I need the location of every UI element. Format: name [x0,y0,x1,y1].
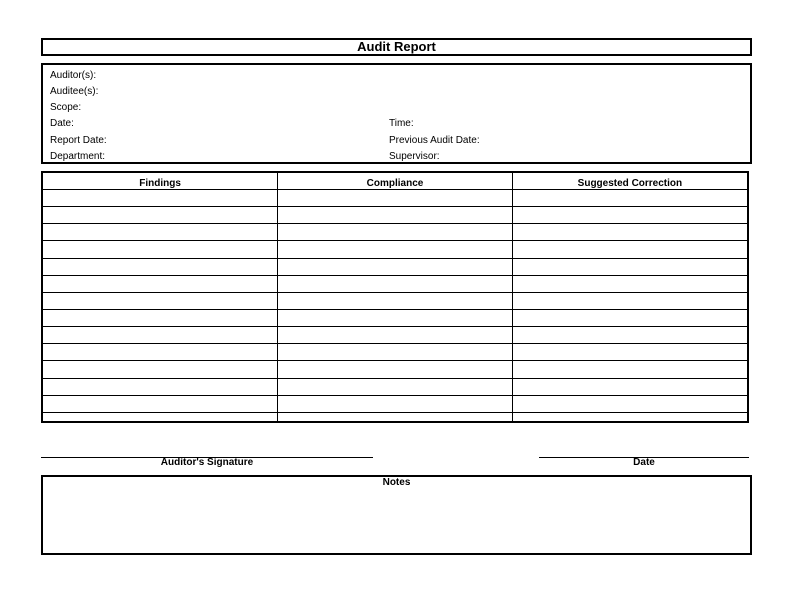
suggested-correction-cell[interactable] [512,395,747,412]
signature-date-label: Date [633,457,655,468]
previous-audit-date-label: Previous Audit Date: [389,135,480,146]
time-label: Time: [389,118,414,129]
report-title: Audit Report [41,38,752,56]
table-row [43,378,747,395]
suggested-correction-cell[interactable] [512,241,747,258]
table-row [43,395,747,412]
compliance-cell[interactable] [278,412,513,421]
date-field-label: Date: [50,118,74,129]
suggested-correction-cell[interactable] [512,361,747,378]
auditor-signature-label: Auditor's Signature [160,457,254,468]
scope-label: Scope: [50,102,82,113]
suggested-correction-cell[interactable] [512,275,747,292]
suggested-correction-cell[interactable] [512,344,747,361]
findings-table-body [43,190,747,422]
findings-cell[interactable] [43,361,278,378]
auditees-label: Auditee(s): [50,86,99,97]
findings-cell[interactable] [43,327,278,344]
findings-cell[interactable] [43,190,278,207]
notes-section[interactable] [41,475,752,555]
findings-cell[interactable] [43,292,278,309]
findings-cell[interactable] [43,309,278,326]
suggested-correction-cell[interactable] [512,292,747,309]
audit-info-section [41,63,752,164]
compliance-cell[interactable] [278,224,513,241]
table-row [43,190,747,207]
compliance-cell[interactable] [278,344,513,361]
compliance-header: Compliance [278,173,513,190]
notes-label: Notes [382,477,411,488]
compliance-cell[interactable] [278,327,513,344]
table-row [43,207,747,224]
findings-cell[interactable] [43,378,278,395]
table-row [43,309,747,326]
table-row [43,327,747,344]
table-header-row [43,173,747,190]
compliance-cell[interactable] [278,258,513,275]
suggested-correction-cell[interactable] [512,412,747,421]
findings-cell[interactable] [43,344,278,361]
findings-header: Findings [43,173,278,190]
auditors-label: Auditor(s): [50,70,97,81]
suggested-correction-cell[interactable] [512,207,747,224]
suggested-correction-cell[interactable] [512,258,747,275]
findings-cell[interactable] [43,207,278,224]
suggested-correction-cell[interactable] [512,378,747,395]
findings-cell[interactable] [43,258,278,275]
suggested-correction-header: Suggested Correction [512,173,747,190]
suggested-correction-cell[interactable] [512,190,747,207]
findings-cell[interactable] [43,275,278,292]
table-row [43,258,747,275]
table-row [43,241,747,258]
suggested-correction-cell[interactable] [512,327,747,344]
findings-cell[interactable] [43,224,278,241]
table-row [43,361,747,378]
findings-table [41,171,749,423]
supervisor-label: Supervisor: [389,151,440,162]
table-row [43,412,747,421]
compliance-cell[interactable] [278,309,513,326]
compliance-cell[interactable] [278,395,513,412]
compliance-cell[interactable] [278,207,513,224]
findings-cell[interactable] [43,241,278,258]
compliance-cell[interactable] [278,241,513,258]
compliance-cell[interactable] [278,361,513,378]
suggested-correction-cell[interactable] [512,224,747,241]
table-row [43,275,747,292]
report-date-label: Report Date: [50,135,107,146]
findings-cell[interactable] [43,395,278,412]
compliance-cell[interactable] [278,190,513,207]
compliance-cell[interactable] [278,378,513,395]
table-row [43,344,747,361]
table-row [43,224,747,241]
compliance-cell[interactable] [278,292,513,309]
table-row [43,292,747,309]
compliance-cell[interactable] [278,275,513,292]
findings-cell[interactable] [43,412,278,421]
suggested-correction-cell[interactable] [512,309,747,326]
department-label: Department: [50,151,106,162]
